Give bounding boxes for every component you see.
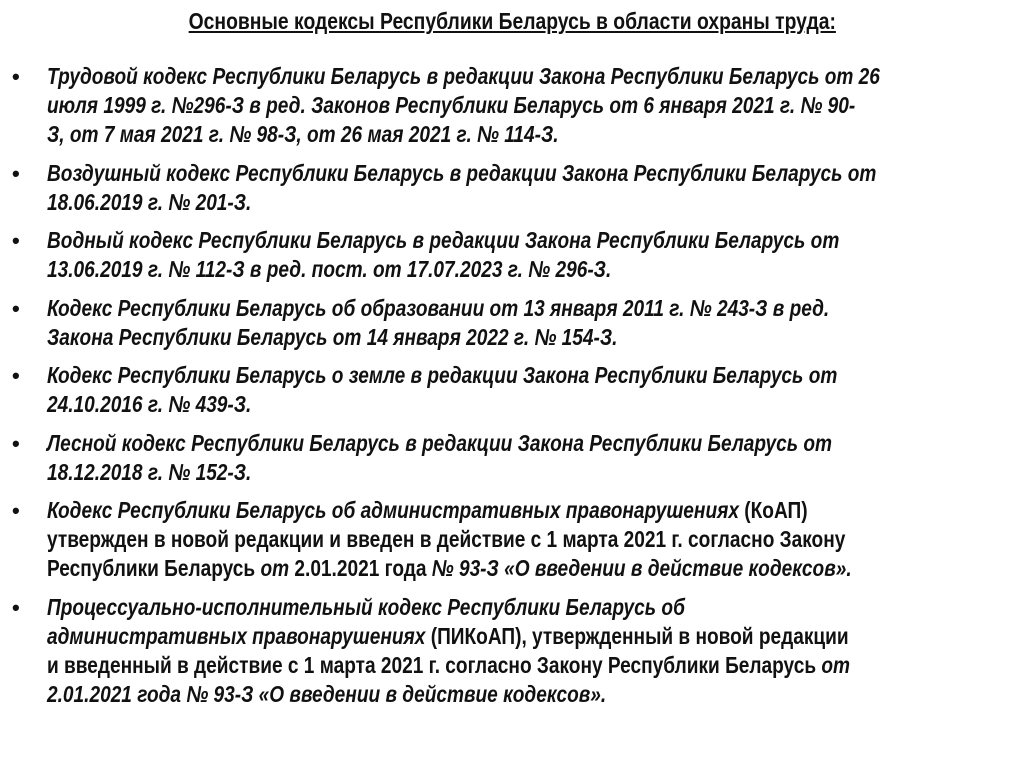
text-segment: Трудовой кодекс Республики Беларусь в редакции Закона Республики Беларусь от 26 [47,63,880,89]
list-item-line [47,255,858,284]
list-item-line [47,554,858,583]
slide-title [0,8,1024,35]
list-item [0,496,1024,583]
bullet-icon: • [12,160,20,186]
list-item-line [47,188,858,217]
text-segment: Республики Беларусь [47,555,261,581]
text-segment: 2.01.2021 года [294,555,432,581]
text-segment: 13.06.2019 г. № 112-З в ред. пост. от 17.07.2023 г. № 296-З. [47,256,612,282]
list-item-line [47,429,858,458]
list-item [0,294,1024,352]
text-segment: Кодекс Республики Беларусь о земле в редакции Закона Республики Беларусь от [47,362,838,388]
list-item [0,429,1024,487]
text-segment: 18.12.2018 г. № 152-З. [47,458,252,485]
text-segment: Закона Республики Беларусь от 14 января 2022 г. № 154-З. [47,323,618,350]
slide-title-text: Основные кодексы Республики Беларусь в области охраны труда: [188,8,836,34]
text-segment: от [260,555,295,581]
bullet-icon: • [12,498,20,523]
text-segment: Водный кодекс Республики Беларусь в редакции Закона Республики Беларусь от [47,227,840,253]
list-item-line [47,323,858,352]
list-item [0,159,1024,217]
text-segment: З, от 7 мая 2021 г. № 98-З, от 26 мая 2021 г. № 114-З. [47,121,559,147]
list-item-line [47,294,858,323]
list-item-line [47,651,858,680]
text-segment: от [821,651,850,678]
list-item-line [47,680,858,709]
list-item-line [47,159,877,188]
list-item-line [47,91,858,120]
list-item-line [47,458,858,487]
text-segment: административных правонарушениях [47,622,431,649]
list-item-line [47,361,858,390]
list-item [0,361,1024,419]
list-item-line [47,496,858,525]
list-item [0,593,1024,709]
text-segment: 2.01.2021 года № 93-З «О введении в действие кодексов». [47,680,607,707]
text-segment: и введенный в действие с 1 марта 2021 г. согласно Закону Республики Беларусь [47,651,822,678]
list-item-line [47,593,858,622]
text-segment: утвержден в новой редакции и введен в действие с 1 марта 2021 г. согласно Закону [47,526,846,552]
bullet-icon: • [12,295,20,321]
text-segment: 24.10.2016 г. № 439-З. [47,391,252,417]
bullet-icon: • [12,228,20,253]
text-segment: 18.06.2019 г. № 201-З. [47,188,252,215]
bullet-icon: • [12,64,20,89]
list-item-line [47,525,858,554]
list-item-line [47,120,858,149]
bullet-icon: • [12,594,20,620]
list-item [0,226,1024,284]
list-item-line [47,62,880,91]
list-item [0,62,1024,149]
text-segment: Кодекс Республики Беларусь об административных правонарушениях [47,497,745,523]
text-segment: № 93-З «О введении в действие кодексов». [431,555,852,581]
bullet-icon: • [12,363,20,388]
list-item-line [47,226,858,255]
text-segment: Кодекс Республики Беларусь об образовании от 13 января 2011 г. № 243-З в ред. [47,294,830,321]
bullet-icon: • [12,430,20,456]
list-item-line [47,622,858,651]
text-segment: июля 1999 г. №296-З в ред. Законов Республики Беларусь от 6 января 2021 г. № 90- [47,92,856,118]
text-segment: Процессуально-исполнительный кодекс Республики Беларусь об [47,593,685,620]
text-segment: Лесной кодекс Республики Беларусь в редакции Закона Республики Беларусь от [47,429,832,456]
text-segment: Воздушный кодекс Республики Беларусь в редакции Закона Республики Беларусь от [47,159,877,186]
list-item-line [47,390,858,419]
text-segment: (КоАП) [744,497,808,523]
codes-list [0,62,1024,718]
text-segment: (ПИКоАП), утвержденный в новой редакции [430,622,849,649]
